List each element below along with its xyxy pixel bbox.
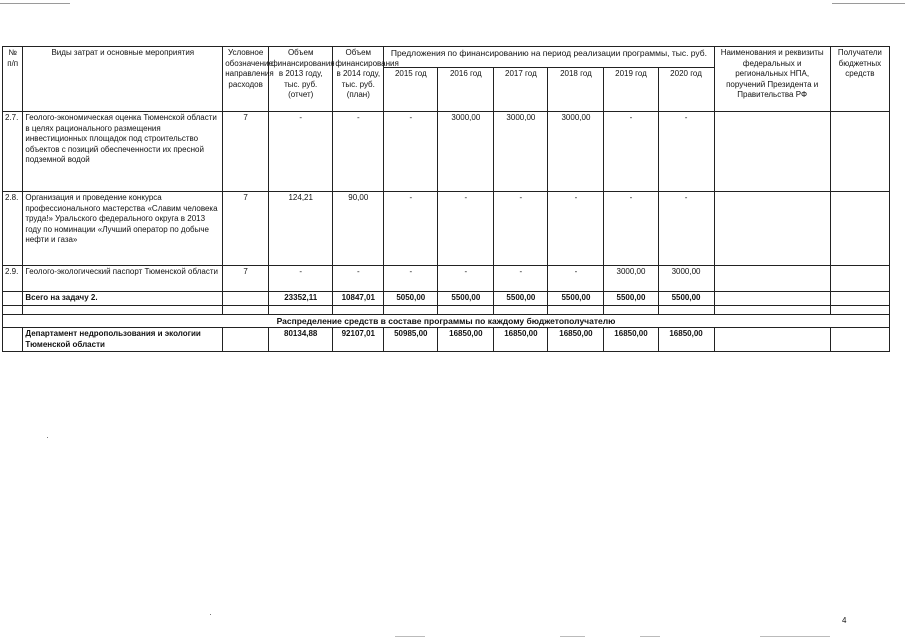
total-value-year: 5500,00 — [438, 292, 494, 306]
row-value-year: - — [604, 112, 658, 192]
empty-cell — [384, 305, 438, 314]
scan-speck — [47, 437, 48, 438]
scan-edge-line — [560, 636, 585, 637]
row-value-year: - — [384, 112, 438, 192]
empty-cell — [333, 305, 384, 314]
empty-cell — [714, 305, 830, 314]
total-npa — [714, 292, 830, 306]
row-value-year: - — [384, 192, 438, 266]
empty-cell — [3, 305, 23, 314]
total-value-2013: 23352,11 — [269, 292, 333, 306]
department-name: Департамент недропользования и экологии Тюменской области — [23, 328, 223, 352]
total-label: Всего на задачу 2. — [23, 292, 223, 306]
row-value-year: - — [658, 192, 714, 266]
total-code — [223, 292, 269, 306]
total-value-year: 5500,00 — [658, 292, 714, 306]
row-value-year: 3000,00 — [604, 266, 658, 292]
row-npa — [714, 112, 830, 192]
col-header-year: 2019 год — [604, 68, 658, 112]
total-number — [3, 292, 23, 306]
department-number — [3, 328, 23, 352]
row-value-2014: - — [333, 112, 384, 192]
col-header-npa: Наименования и реквизиты федеральных и региональных НПА, поручений Президента и Правительства РФ — [714, 47, 830, 112]
row-value-year: - — [384, 266, 438, 292]
row-value-year: - — [494, 192, 548, 266]
col-header-year: 2017 год — [494, 68, 548, 112]
total-row — [3, 292, 890, 306]
row-number: 2.8. — [3, 192, 23, 266]
department-code — [223, 328, 269, 352]
row-value-year: - — [604, 192, 658, 266]
row-value-year: - — [438, 192, 494, 266]
scan-edge-line — [0, 3, 70, 4]
total-value-year: 5500,00 — [604, 292, 658, 306]
row-name: Геолого-экологический паспорт Тюменской области — [23, 266, 223, 292]
empty-cell — [269, 305, 333, 314]
department-value-year: 16850,00 — [548, 328, 604, 352]
department-recipient — [830, 328, 889, 352]
row-value-year: - — [658, 112, 714, 192]
row-npa — [714, 192, 830, 266]
empty-cell — [830, 305, 889, 314]
scan-edge-line — [832, 3, 905, 4]
table-row — [3, 112, 890, 192]
col-header-year: 2016 год — [438, 68, 494, 112]
table-row — [3, 266, 890, 292]
row-value-2014: - — [333, 266, 384, 292]
empty-cell — [658, 305, 714, 314]
row-value-2013: - — [269, 266, 333, 292]
scan-edge-line — [760, 636, 830, 637]
department-value-year: 50985,00 — [384, 328, 438, 352]
row-recipient — [830, 112, 889, 192]
row-code: 7 — [223, 266, 269, 292]
col-header-no: № п/п — [3, 47, 23, 112]
empty-cell — [548, 305, 604, 314]
department-value-year: 16850,00 — [658, 328, 714, 352]
total-value-2014: 10847,01 — [333, 292, 384, 306]
col-header-2014: Объем финансирования в 2014 году, тыс. руб. (план) — [333, 47, 384, 112]
total-value-year: 5050,00 — [384, 292, 438, 306]
col-header-2013: Объем финансирования в 2013 году, тыс. руб. (отчет) — [269, 47, 333, 112]
scan-edge-line — [640, 636, 660, 637]
empty-cell — [604, 305, 658, 314]
empty-cell — [438, 305, 494, 314]
row-code: 7 — [223, 192, 269, 266]
col-header-year: 2018 год — [548, 68, 604, 112]
row-recipient — [830, 192, 889, 266]
department-value-year: 16850,00 — [604, 328, 658, 352]
page-number: 4 — [842, 616, 847, 625]
department-value-2014: 92107,01 — [333, 328, 384, 352]
table-row — [3, 192, 890, 266]
row-name: Геолого-экономическая оценка Тюменской области в целях рационального размещения инвестиционных площадок под строительство объектов с позиций обеспеченности их пресной подземной водой — [23, 112, 223, 192]
header-row — [3, 47, 890, 68]
row-value-year: - — [548, 192, 604, 266]
row-code: 7 — [223, 112, 269, 192]
department-row — [3, 328, 890, 352]
scan-speck — [210, 614, 211, 615]
col-header-year: 2020 год — [658, 68, 714, 112]
department-value-year: 16850,00 — [438, 328, 494, 352]
col-header-year: 2015 год — [384, 68, 438, 112]
row-value-year: - — [494, 266, 548, 292]
total-recipient — [830, 292, 889, 306]
row-value-year: - — [438, 266, 494, 292]
department-npa — [714, 328, 830, 352]
col-header-proposals: Предложения по финансированию на период реализации программы, тыс. руб. — [384, 47, 714, 68]
row-value-2013: 124,21 — [269, 192, 333, 266]
distribution-row — [3, 314, 890, 328]
department-value-2013: 80134,88 — [269, 328, 333, 352]
row-recipient — [830, 266, 889, 292]
empty-cell — [494, 305, 548, 314]
col-header-recipients: Получатели бюджетных средств — [830, 47, 889, 112]
distribution-heading: Распределение средств в составе программы по каждому бюджетополучателю — [3, 314, 890, 328]
row-npa — [714, 266, 830, 292]
row-value-year: 3000,00 — [438, 112, 494, 192]
row-value-2014: 90,00 — [333, 192, 384, 266]
row-number: 2.9. — [3, 266, 23, 292]
total-value-year: 5500,00 — [494, 292, 548, 306]
scan-edge-line — [395, 636, 425, 637]
row-number: 2.7. — [3, 112, 23, 192]
row-value-year: - — [548, 266, 604, 292]
total-value-year: 5500,00 — [548, 292, 604, 306]
financing-table — [2, 46, 890, 352]
row-value-year: 3000,00 — [658, 266, 714, 292]
row-name: Организация и проведение конкурса профессионального мастерства «Славим человека труда!» Уральского федерального округа в 2013 году по номинации «Лучший оператор по добыче нефти и газа» — [23, 192, 223, 266]
row-value-2013: - — [269, 112, 333, 192]
empty-cell — [223, 305, 269, 314]
row-value-year: 3000,00 — [548, 112, 604, 192]
col-header-code: Условное обозначение направления расходов — [223, 47, 269, 112]
empty-cell — [23, 305, 223, 314]
empty-row — [3, 305, 890, 314]
row-value-year: 3000,00 — [494, 112, 548, 192]
col-header-kinds: Виды затрат и основные мероприятия — [23, 47, 223, 112]
department-value-year: 16850,00 — [494, 328, 548, 352]
